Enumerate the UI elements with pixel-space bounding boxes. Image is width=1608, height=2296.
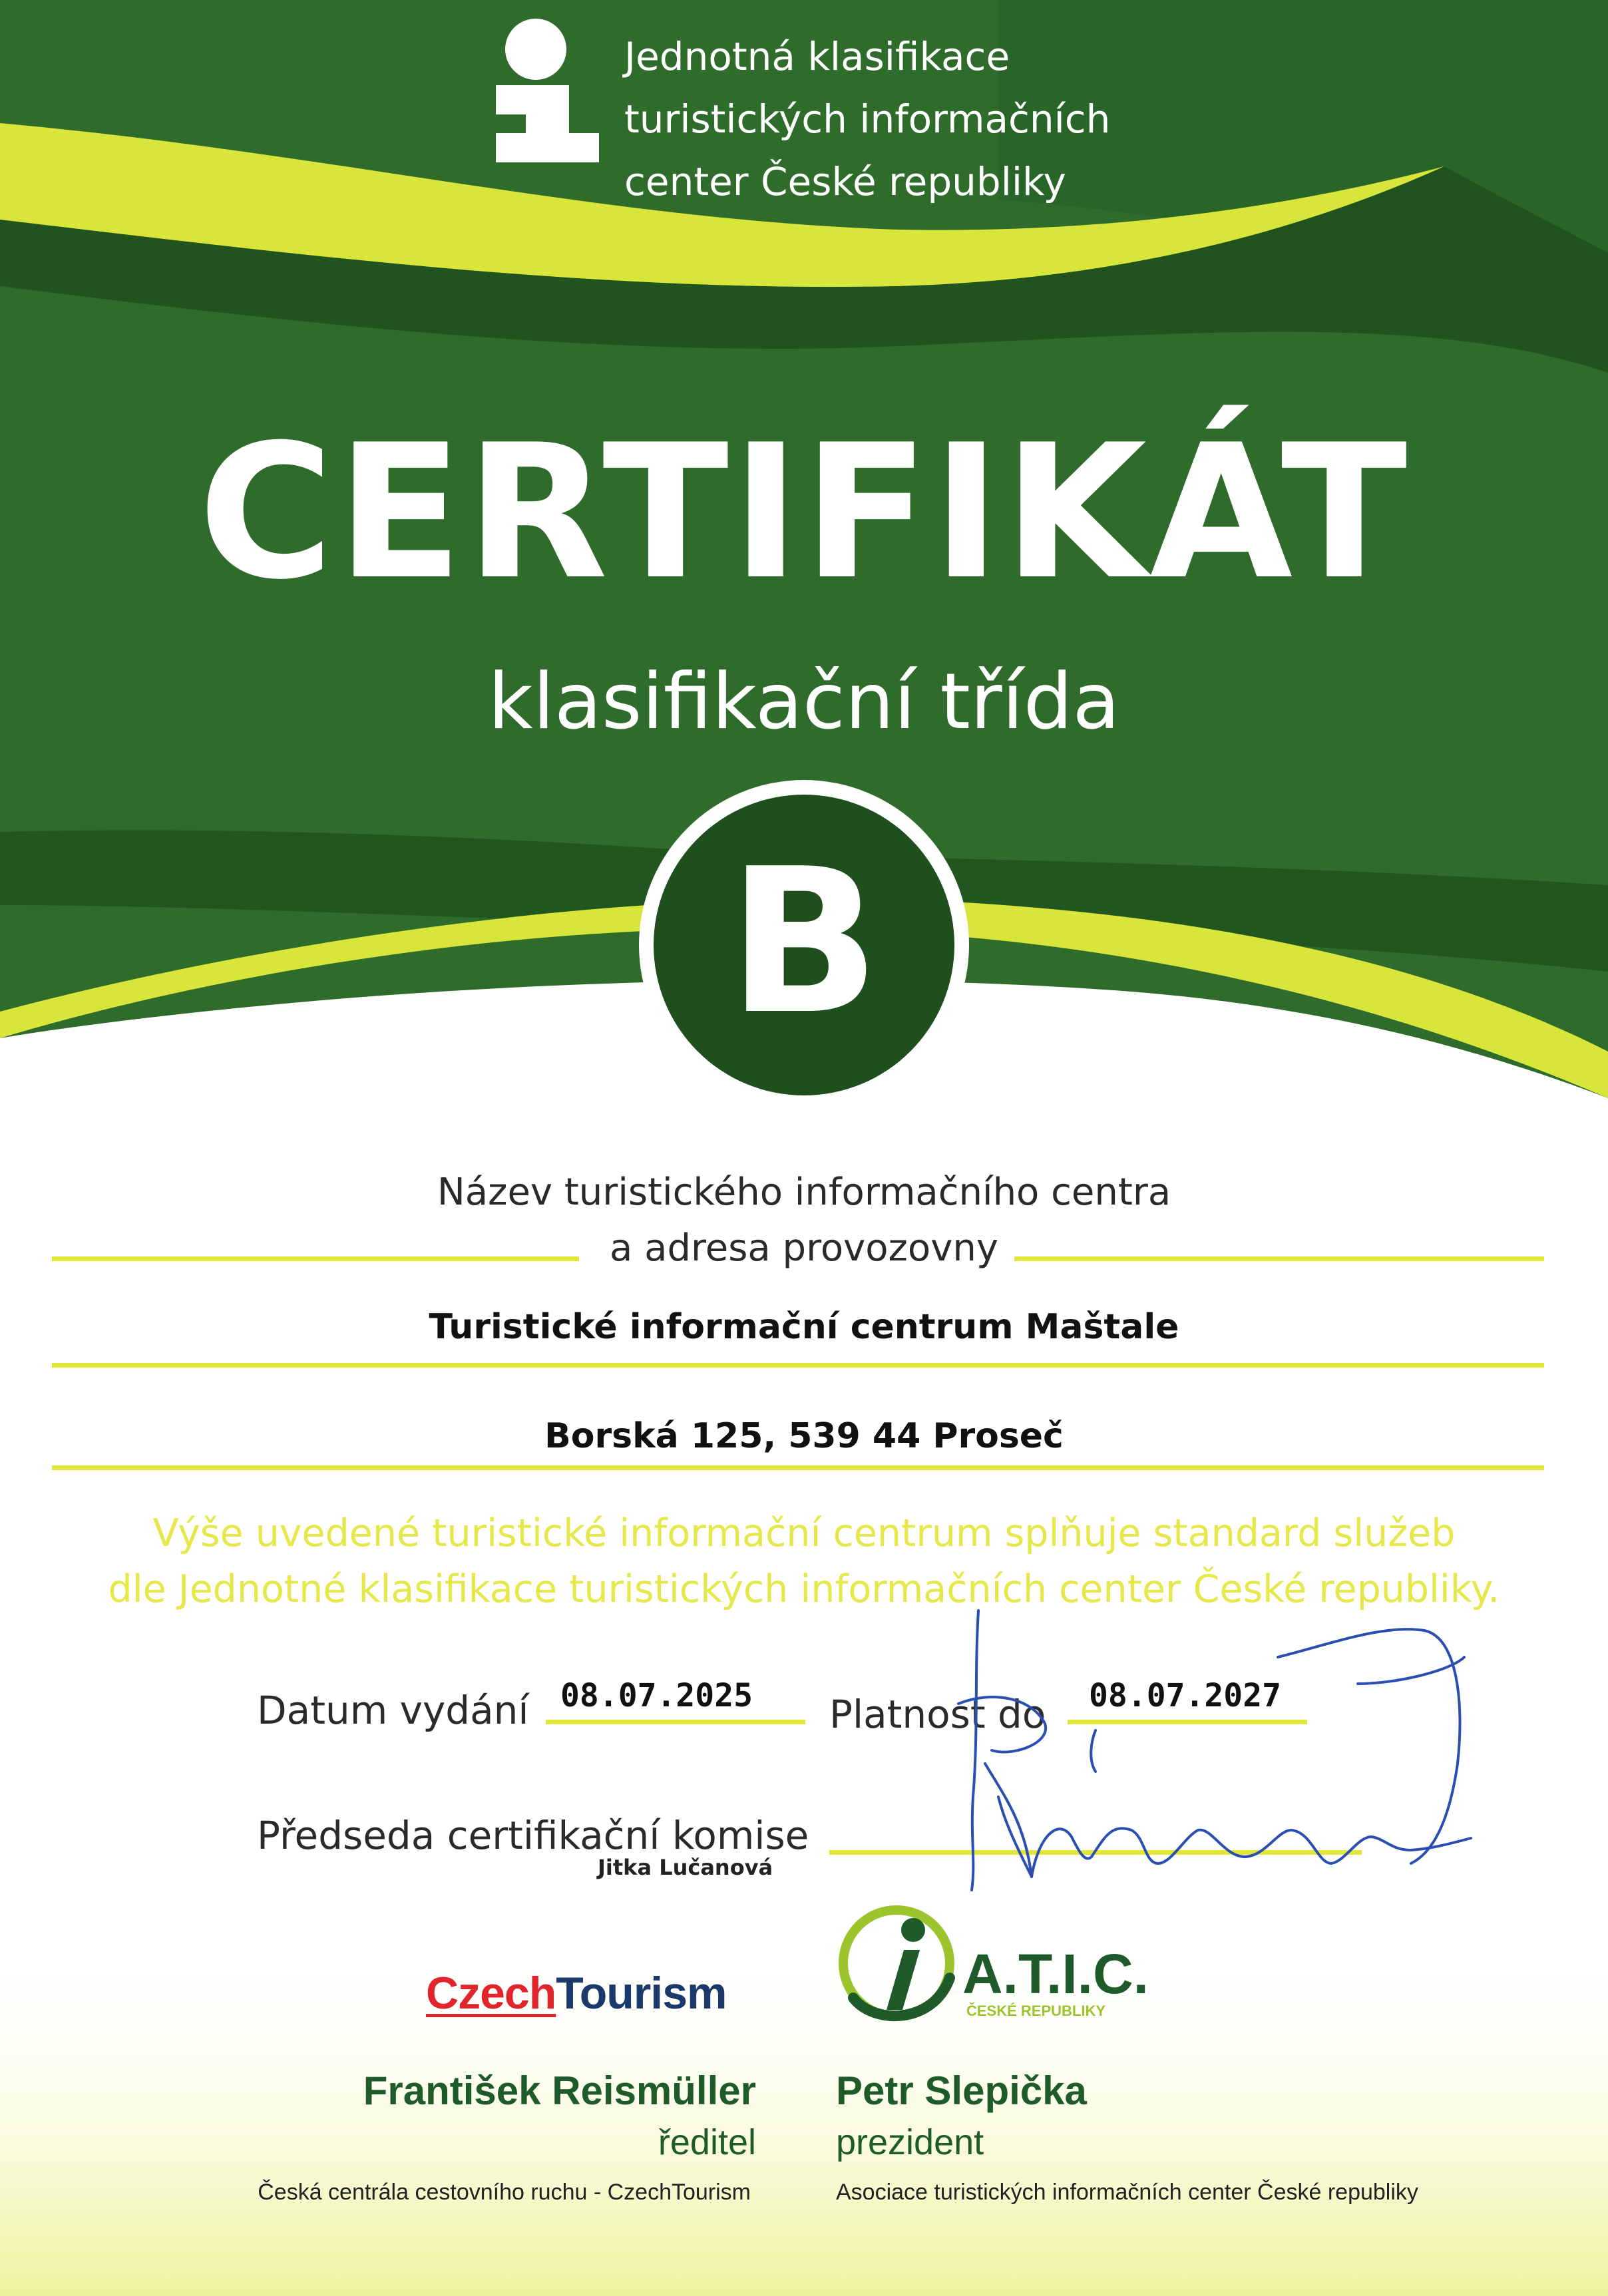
center-name: Turistické informační centrum Maštale	[429, 1307, 1179, 1347]
signatory-left-name: František Reismüller	[363, 2068, 756, 2113]
signatory-right-name: Petr Slepička	[836, 2068, 1087, 2113]
signatory-left-org: Česká centrála cestovního ruchu - CzechTourism	[258, 2180, 751, 2205]
header-text	[624, 25, 1490, 213]
statement-line-2: dle Jednotné klasifikace turistických informačních center České republiky.	[108, 1567, 1500, 1611]
issue-date-label: Datum vydání	[257, 1688, 529, 1733]
handwritten-signature	[932, 1597, 1478, 1903]
certificate-subtitle: klasifikační třída	[488, 657, 1120, 747]
issue-date-value: 08.07.2025	[560, 1677, 753, 1714]
header-line-3: center České republiky	[624, 159, 1066, 204]
header-line-2: turistických informačních	[624, 96, 1111, 142]
name-rule	[52, 1363, 1544, 1368]
signatory-right-role: prezident	[836, 2122, 984, 2162]
header-line-1: Jednotná klasifikace	[624, 34, 1010, 79]
certificate-title: CERTIFIKÁT	[198, 405, 1410, 620]
center-label-line-1: Název turistického informačního centra	[437, 1171, 1171, 1214]
signatory-left-role: ředitel	[658, 2122, 756, 2162]
atic-logo-name: A.T.I.C.	[962, 1943, 1149, 2005]
committee-chair-name: Jitka Lučanová	[598, 1855, 773, 1880]
valid-until-value: 08.07.2027	[1089, 1677, 1281, 1714]
valid-until-label: Platnost do	[829, 1692, 1046, 1737]
committee-label: Předseda certifikační komise	[257, 1813, 809, 1858]
statement-line-1: Výše uvedené turistické informační centrum splňuje standard služeb	[152, 1511, 1456, 1555]
czechtourism-logo	[426, 1963, 726, 2023]
address-rule	[52, 1465, 1544, 1470]
czechtourism-logo-czech: Czech	[426, 1968, 556, 2018]
issue-date-rule	[546, 1720, 805, 1724]
label-rule-right	[1014, 1256, 1544, 1261]
signatory-right-org: Asociace turistických informačních center České republiky	[836, 2180, 1418, 2205]
grade-letter: B	[727, 826, 881, 1058]
atic-logo-subtitle: ČESKÉ REPUBLIKY	[966, 2003, 1106, 2019]
center-label-line-2: a adresa provozovny	[610, 1227, 998, 1270]
atic-logo-icon	[833, 1898, 960, 2024]
czechtourism-logo-tourism: Tourism	[556, 1968, 727, 2018]
center-address: Borská 125, 539 44 Proseč	[544, 1416, 1064, 1456]
